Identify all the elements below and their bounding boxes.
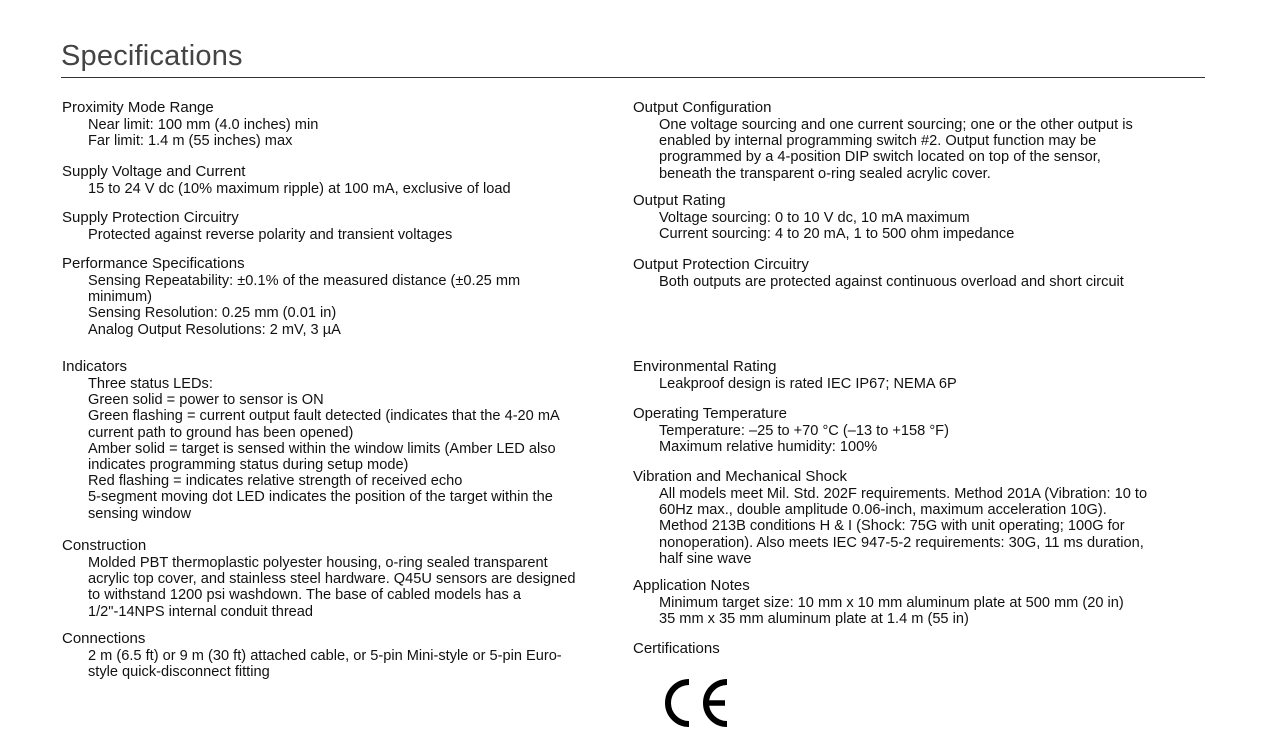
spec-vibration-and-mechanical-shock bbox=[633, 468, 1203, 567]
spec-value-line: Near limit: 100 mm (4.0 inches) min bbox=[88, 117, 319, 133]
spec-application-notes bbox=[633, 577, 1203, 627]
spec-label: Operating Temperature bbox=[633, 405, 787, 422]
spec-value-line: minimum) bbox=[88, 289, 153, 306]
spec-proximity-mode-range bbox=[62, 99, 622, 149]
spec-value-line: 2 m (6.5 ft) or 9 m (30 ft) attached cable, or 5-pin Mini-style or 5-pin Euro- bbox=[88, 648, 562, 664]
spec-value-line: Molded PBT thermoplastic polyester housing, o-ring sealed transparent bbox=[88, 555, 548, 571]
spec-value-line: Amber solid = target is sensed within the window limits (Amber LED also bbox=[88, 440, 556, 457]
spec-label: Application Notes bbox=[633, 577, 750, 594]
spec-value-line: One voltage sourcing and one current sourcing; one or the other output is bbox=[659, 117, 1133, 133]
spec-value-line: Three status LEDs: bbox=[88, 376, 213, 392]
spec-output-rating bbox=[633, 192, 1203, 242]
spec-indicators bbox=[62, 358, 622, 522]
spec-value-line: Maximum relative humidity: 100% bbox=[659, 439, 878, 456]
spec-value-line: Green flashing = current output fault detected (indicates that the 4-20 mA bbox=[88, 408, 560, 425]
spec-value-line: 5-segment moving dot LED indicates the position of the target within the bbox=[88, 489, 553, 506]
spec-value-line: Protected against reverse polarity and transient voltages bbox=[88, 227, 453, 243]
spec-environmental-rating bbox=[633, 358, 1203, 392]
spec-label: Environmental Rating bbox=[633, 358, 777, 375]
spec-label: Proximity Mode Range bbox=[62, 99, 214, 116]
spec-value-line: 1/2"-14NPS internal conduit thread bbox=[88, 603, 314, 620]
spec-label: Output Protection Circuitry bbox=[633, 256, 809, 273]
spec-value-line: to withstand 1200 psi washdown. The base of cabled models has a bbox=[88, 587, 521, 604]
spec-value-line: indicates programming status during setup mode) bbox=[88, 457, 409, 474]
spec-construction bbox=[62, 537, 622, 620]
spec-value-line: programmed by a 4-position DIP switch located on top of the sensor, bbox=[659, 149, 1101, 166]
spec-value-line: style quick-disconnect fitting bbox=[88, 664, 270, 681]
spec-value-line: current path to ground has been opened) bbox=[88, 424, 354, 441]
spec-output-protection-circuitry bbox=[633, 256, 1203, 290]
spec-value-line: Red flashing = indicates relative strength of received echo bbox=[88, 473, 463, 490]
spec-value-line: Current sourcing: 4 to 20 mA, 1 to 500 ohm impedance bbox=[659, 226, 1015, 243]
spec-label: Supply Voltage and Current bbox=[62, 163, 246, 180]
spec-value-line: Sensing Resolution: 0.25 mm (0.01 in) bbox=[88, 305, 337, 322]
spec-value-line: Voltage sourcing: 0 to 10 V dc, 10 mA maximum bbox=[659, 210, 970, 226]
spec-value-line: acrylic top cover, and stainless steel hardware. Q45U sensors are designed bbox=[88, 571, 576, 588]
page-title: Specifications bbox=[61, 40, 243, 72]
spec-value-line: Minimum target size: 10 mm x 10 mm aluminum plate at 500 mm (20 in) bbox=[659, 595, 1124, 611]
title-divider bbox=[61, 77, 1205, 78]
spec-label: Certifications bbox=[633, 640, 720, 657]
spec-value-line: Analog Output Resolutions: 2 mV, 3 µA bbox=[88, 321, 341, 338]
spec-value-line: 15 to 24 V dc (10% maximum ripple) at 100 mA, exclusive of load bbox=[88, 181, 511, 197]
spec-value-line: Far limit: 1.4 m (55 inches) max bbox=[88, 133, 293, 150]
spec-value-line: nonoperation). Also meets IEC 947-5-2 requirements: 30G, 11 ms duration, bbox=[659, 534, 1144, 551]
spec-operating-temperature bbox=[633, 405, 1203, 455]
spec-supply-voltage-and-current bbox=[62, 163, 622, 197]
spec-value-line: 60Hz max., double amplitude 0.06-inch, maximum acceleration 10G). bbox=[659, 502, 1107, 519]
spec-label: Connections bbox=[62, 630, 146, 647]
spec-value-line: Sensing Repeatability: ±0.1% of the measured distance (±0.25 mm bbox=[88, 273, 521, 289]
spec-label: Output Configuration bbox=[633, 99, 772, 116]
spec-supply-protection-circuitry bbox=[62, 209, 622, 243]
spec-label: Performance Specifications bbox=[62, 255, 245, 272]
ce-mark-logo bbox=[659, 676, 1203, 735]
spec-value-line: All models meet Mil. Std. 202F requirements. Method 201A (Vibration: 10 to bbox=[659, 486, 1148, 502]
spec-value-line: enabled by internal programming switch #2. Output function may be bbox=[659, 133, 1097, 150]
spec-label: Supply Protection Circuitry bbox=[62, 209, 239, 226]
spec-connections bbox=[62, 630, 622, 680]
spec-certifications bbox=[633, 640, 1203, 735]
spec-performance-specifications bbox=[62, 255, 622, 338]
spec-value-line: Both outputs are protected against continuous overload and short circuit bbox=[659, 274, 1124, 290]
spec-value-line: Leakproof design is rated IEC IP67; NEMA 6P bbox=[659, 376, 957, 392]
spec-value-line: 35 mm x 35 mm aluminum plate at 1.4 m (55 in) bbox=[659, 611, 969, 628]
spec-value-line: half sine wave bbox=[659, 550, 752, 567]
spec-label: Output Rating bbox=[633, 192, 726, 209]
spec-output-configuration bbox=[633, 99, 1203, 182]
spec-label: Construction bbox=[62, 537, 147, 554]
spec-value-line: beneath the transparent o-ring sealed acrylic cover. bbox=[659, 165, 991, 182]
spec-label: Vibration and Mechanical Shock bbox=[633, 468, 848, 485]
spec-value-line: Green solid = power to sensor is ON bbox=[88, 392, 324, 409]
spec-value-line: sensing window bbox=[88, 505, 192, 522]
spec-value-line: Method 213B conditions H & I (Shock: 75G with unit operating; 100G for bbox=[659, 518, 1125, 535]
spec-value-line: Temperature: –25 to +70 °C (–13 to +158 °F) bbox=[659, 423, 949, 439]
spec-label: Indicators bbox=[62, 358, 128, 375]
